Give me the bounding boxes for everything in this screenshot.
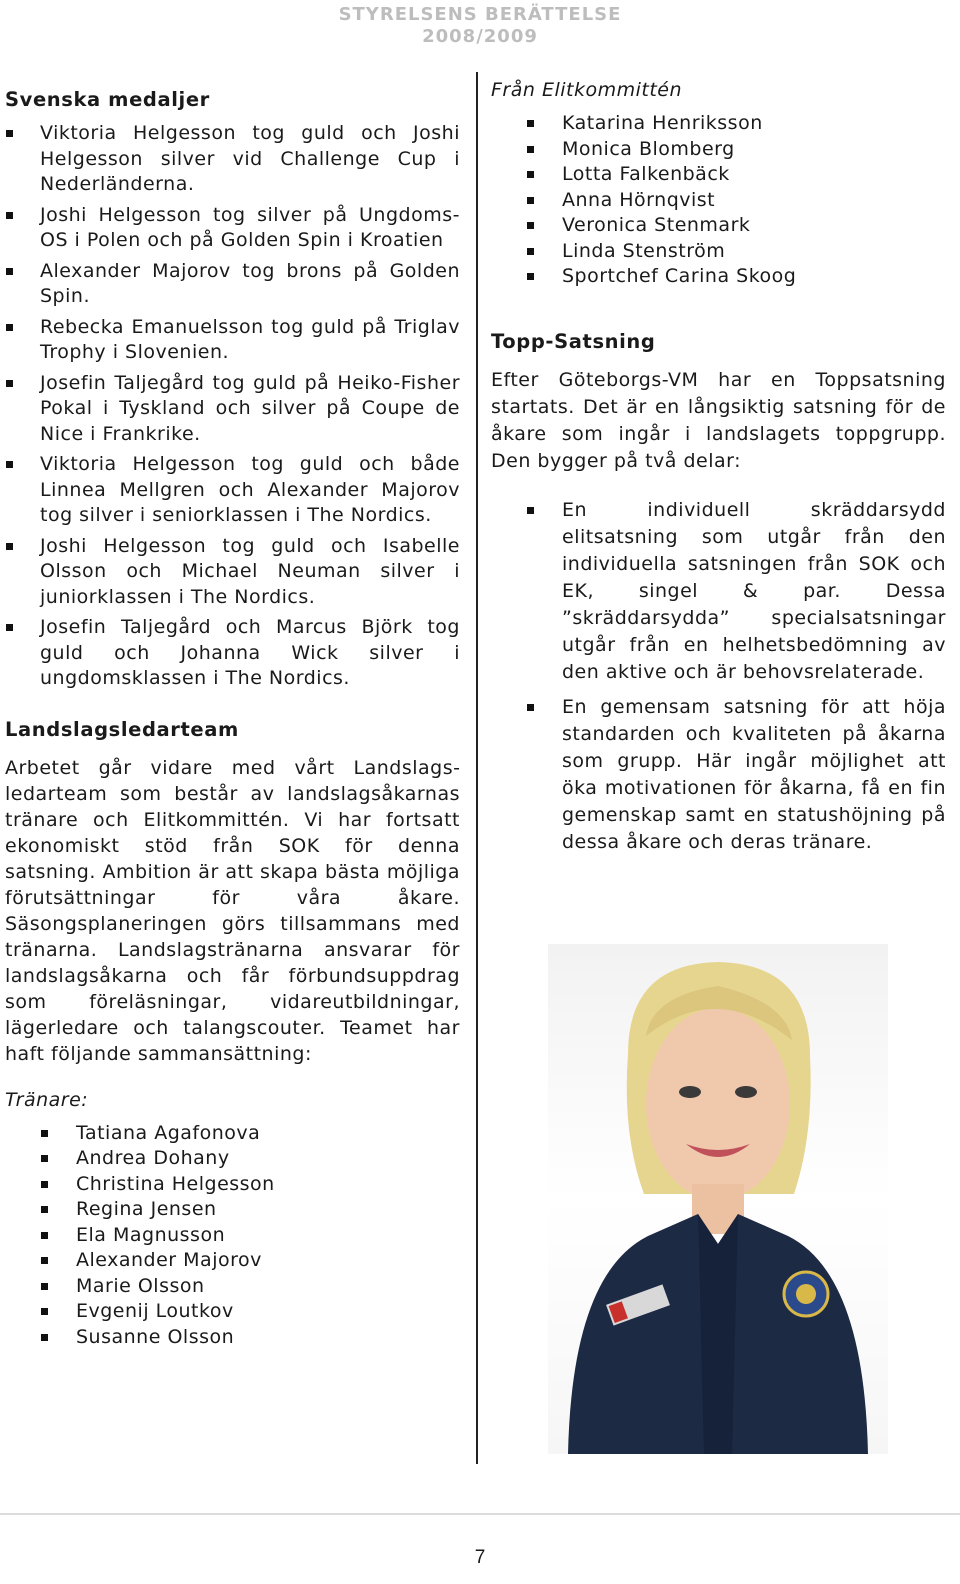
bullet-icon — [6, 624, 13, 631]
bullet-icon — [527, 171, 534, 178]
list-item: Linda Stenström — [491, 239, 946, 265]
list-item: Regina Jensen — [5, 1197, 460, 1223]
eye-shape — [735, 1086, 757, 1098]
crest-center-icon — [796, 1284, 816, 1304]
bullet-icon — [6, 268, 13, 275]
list-item: Andrea Dohany — [5, 1146, 460, 1172]
bullet-icon — [6, 130, 13, 137]
page-number: 7 — [474, 1547, 486, 1568]
bullet-icon — [41, 1155, 48, 1162]
topp-heading: Topp-Satsning — [491, 329, 656, 353]
list-item: Viktoria Helgesson tog guld och både Linnea Mellgren och Alexander Majorov tog silver i seniorklassen i The Nordics. — [5, 452, 460, 529]
list-item: Viktoria Helgesson tog guld och Joshi Helgesson silver vid Challenge Cup i Nederländerna. — [5, 121, 460, 198]
list-item: Joshi Helgesson tog guld och Isabelle Olsson och Michael Neuman silver i juniorklassen i The Nordics. — [5, 534, 460, 611]
header-season: 2008/2009 — [422, 26, 538, 47]
bullet-icon — [41, 1334, 48, 1341]
bullet-icon — [527, 120, 534, 127]
elite-members-list — [491, 111, 946, 290]
bullet-icon — [41, 1283, 48, 1290]
face-shape — [646, 1008, 790, 1200]
left-column — [5, 76, 460, 1350]
list-item: Joshi Helgesson tog silver på Ungdoms-OS i Polen och på Golden Spin i Kroatien — [5, 203, 460, 254]
list-item: Anna Hörnqvist — [491, 188, 946, 214]
list-item: Veronica Stenmark — [491, 213, 946, 239]
list-item: Katarina Henriksson — [491, 111, 946, 137]
topp-parts-list — [491, 497, 946, 856]
list-item: Rebecka Emanuelsson tog guld på Triglav Trophy i Slovenien. — [5, 315, 460, 366]
bullet-icon — [6, 461, 13, 468]
team-paragraph: Arbetet går vidare med vårt Landslagsledarteam som består av landslagsåkarnas tränare och Elitkommittén. Vi har fortsatt ekonomiskt stöd från SOK för denna satsning. Ambition är att skapa bästa möjliga förutsättningar för våra åkare. Säsongsplaneringen görs tillsammans med tränarna. Landslagstränarna ansvarar för landslagsåkarna och får förbundsuppdrag som föreläsningar, vidareutbildningar, lägerledare och talangscouter. Teamet har haft följande sammansättning: — [5, 756, 460, 1065]
coaches-label: Tränare: — [5, 1088, 89, 1111]
eye-shape — [679, 1086, 701, 1098]
bullet-icon — [527, 273, 534, 280]
bullet-icon — [6, 380, 13, 387]
bullet-icon — [527, 507, 534, 514]
bullet-icon — [41, 1130, 48, 1137]
list-item: Josefin Taljegård tog guld på Heiko-Fisher Pokal i Tyskland och silver på Coupe de Nice i Frankrike. — [5, 371, 460, 448]
bullet-icon — [6, 324, 13, 331]
list-item: Sportchef Carina Skoog — [491, 264, 946, 290]
team-heading: Landslagsledarteam — [5, 717, 239, 741]
skater-photo — [548, 944, 888, 1454]
list-item: Tatiana Agafonova — [5, 1121, 460, 1147]
jacket-zip — [698, 1214, 738, 1454]
list-item: Evgenij Loutkov — [5, 1299, 460, 1325]
bullet-icon — [41, 1232, 48, 1239]
list-item: Alexander Majorov — [5, 1248, 460, 1274]
bullet-icon — [527, 222, 534, 229]
portrait-illustration — [548, 944, 888, 1454]
bullet-icon — [527, 704, 534, 711]
list-item: Marie Olsson — [5, 1274, 460, 1300]
list-item: Susanne Olsson — [5, 1325, 460, 1351]
bullet-icon — [527, 197, 534, 204]
list-item: Ela Magnusson — [5, 1223, 460, 1249]
bullet-icon — [6, 212, 13, 219]
column-divider — [476, 72, 478, 1464]
header-title: STYRELSENS BERÄTTELSE — [338, 4, 622, 25]
bullet-icon — [41, 1308, 48, 1315]
topp-paragraph: Efter Göteborgs-VM har en Toppsatsning startats. Det är en långsiktig satsning för de åkare som ingår i landslagets toppgrupp. Den bygger på två delar: — [491, 368, 946, 472]
list-item: Christina Helgesson — [5, 1172, 460, 1198]
bullet-icon — [6, 543, 13, 550]
bullet-icon — [527, 146, 534, 153]
coaches-list — [5, 1121, 460, 1351]
footer-rule — [0, 1513, 960, 1515]
bullet-icon — [41, 1257, 48, 1264]
list-item: Monica Blomberg — [491, 137, 946, 163]
bullet-icon — [41, 1181, 48, 1188]
right-column — [491, 76, 946, 864]
list-item: En individuell skräddarsydd elitsatsning som utgår från den individuella satsningen från SOK och EK, singel & par. Dessa ”skräddarsydda” specialsatsningar utgår från en helhetsbedömning av den aktive och är behovsrelaterade. — [491, 497, 946, 686]
list-item: Lotta Falkenbäck — [491, 162, 946, 188]
list-item: Alexander Majorov tog brons på Golden Spin. — [5, 259, 460, 310]
medals-heading: Svenska medaljer — [5, 88, 210, 111]
list-item: En gemensam satsning för att höja standarden och kvaliteten på åkarna som grupp. Här ingår möjlighet att öka motivationen för åkarna, få en fin gemenskap samt en statushöjning på dessa åkare och deras tränare. — [491, 694, 946, 856]
list-item: Josefin Taljegård och Marcus Björk tog guld och Johanna Wick silver i ungdomsklassen i The Nordics. — [5, 615, 460, 692]
elite-label: Från Elitkommittén — [491, 79, 683, 101]
bullet-icon — [41, 1206, 48, 1213]
medals-list — [5, 121, 460, 692]
bullet-icon — [527, 248, 534, 255]
